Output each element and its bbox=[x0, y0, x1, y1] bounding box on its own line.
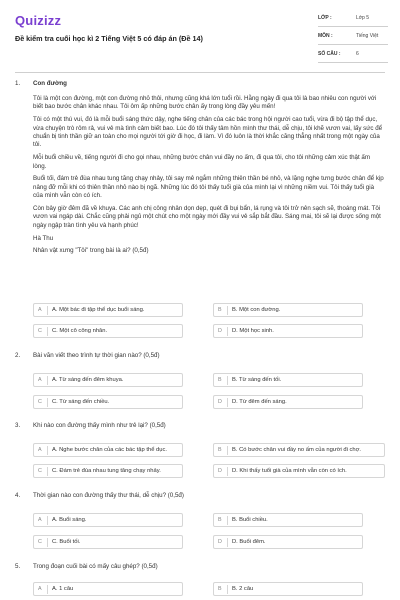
option-text: B. 2 câu bbox=[232, 586, 254, 592]
question-number: 2. bbox=[15, 352, 21, 359]
answer-option[interactable] bbox=[213, 324, 363, 338]
quizizz-logo: Quizizz bbox=[15, 13, 62, 28]
option-letter: D bbox=[218, 467, 228, 476]
question-text: Khi nào con đường thấy mình như trẻ lại? (0,5đ) bbox=[33, 422, 166, 429]
answer-option[interactable] bbox=[33, 395, 183, 409]
option-letter: B bbox=[218, 376, 228, 385]
answer-option[interactable] bbox=[213, 395, 363, 409]
option-text: C. Đám trẻ đùa nhau tung tăng chạy nhảy. bbox=[52, 468, 161, 474]
passage-paragraph: Tôi là một con đường, một con đường nhỏ thôi, nhưng cũng khá lớn tuổi rồi. Hằng ngày đi qua tôi là bao nhiêu con người với biết bao bước chân khác nhau. Tôi ôm ấp những bước chân ấy trong lòng đầy yêu mến! bbox=[33, 95, 377, 111]
question-number: 5. bbox=[15, 563, 21, 570]
answer-option[interactable] bbox=[33, 464, 183, 478]
answer-option[interactable] bbox=[213, 303, 363, 317]
question-number: 3. bbox=[15, 422, 21, 429]
option-text: A. Nghe bước chân của các bác tập thể dục. bbox=[52, 447, 167, 453]
meta-row-count bbox=[318, 49, 388, 63]
option-letter: A bbox=[38, 516, 48, 525]
answer-option[interactable] bbox=[213, 443, 385, 457]
option-text: B. Buổi chiều. bbox=[232, 517, 268, 523]
answer-option[interactable] bbox=[213, 464, 385, 478]
option-text: D. Một học sinh. bbox=[232, 328, 274, 334]
option-letter: D bbox=[218, 327, 228, 336]
option-text: D. Khi thấy tuổi già của mình vẫn còn có ích. bbox=[232, 468, 347, 474]
option-text: B. Một con đường. bbox=[232, 307, 281, 313]
passage-paragraph: Còn bây giờ đêm đã về khuya. Các anh chị công nhân dọn dẹp, quét đi bụi bẩn, lá rụng và tôi trở nên sạch sẽ, thoáng mát. Tôi vươn vai ngáp dài. Chắc cũng phải ngủ một chút cho một ngày mới đầy vui vẻ sắp bắt đầu. Sáng mai, tôi sẽ lại được sống một ngày ngập tràn tình yêu và hạnh phúc! bbox=[33, 205, 381, 229]
option-letter: A bbox=[38, 585, 48, 594]
option-letter: D bbox=[218, 538, 228, 547]
answer-option[interactable] bbox=[33, 324, 183, 338]
reading-passage bbox=[33, 95, 385, 260]
option-text: C. Từ sáng đến chiều. bbox=[52, 399, 110, 405]
page-header bbox=[0, 0, 400, 70]
option-text: C. Một cô công nhân. bbox=[52, 328, 108, 334]
question-number: 4. bbox=[15, 492, 21, 499]
question-text: Thời gian nào con đường thấy thư thái, dễ chịu? (0,5đ) bbox=[33, 492, 184, 499]
option-text: A. Từ sáng đến đêm khuya. bbox=[52, 377, 124, 383]
answer-option[interactable] bbox=[33, 582, 183, 596]
meta-label: LỚP : bbox=[318, 15, 332, 21]
question-text: Nhân vật xưng "Tôi" trong bài là ai? (0,5đ) bbox=[33, 247, 149, 255]
meta-box bbox=[318, 13, 388, 67]
passage-paragraph: Mỗi buổi chiều về, tiếng người đi cho gọi nhau, những bước chân vui đầy no ấm, đi qua tôi, cho tôi những cảm xúc thật ấm lòng. bbox=[33, 154, 371, 170]
option-text: B. Có bước chân vui đầy no ấm của người đi chợ. bbox=[232, 447, 362, 453]
meta-label: MÔN : bbox=[318, 33, 333, 39]
question-text: Trong đoạn cuối bài có mấy câu ghép? (0,5đ) bbox=[33, 563, 158, 570]
option-letter: C bbox=[38, 398, 48, 407]
document-title: Đề kiểm tra cuối học kì 2 Tiếng Việt 5 có đáp án (Đề 14) bbox=[15, 34, 203, 43]
meta-value: 6 bbox=[356, 51, 359, 57]
option-letter: B bbox=[218, 516, 228, 525]
option-letter: A bbox=[38, 376, 48, 385]
answer-option[interactable] bbox=[33, 373, 183, 387]
header-divider bbox=[15, 72, 385, 73]
passage-paragraph: Tôi có một thú vui, đó là mỗi buổi sáng thức dậy, nghe tiếng chân của các bác trong hội người cao tuổi, vừa đi bộ tập thể dục, vừa chuyện trò rôm rả, vui vẻ mà tình cảm biết bao. Lúc đó tôi thấy tâm hồn mình thư thái, dễ chịu, tôi khẽ vươn vai, lấy sức để chuẩn bị tinh thần giữ an toàn cho mọi người tới giờ đi học, đi làm. Vì đó luôn là thời khắc căng thẳng nhất trong một ngày của tôi. bbox=[33, 116, 383, 149]
answer-option[interactable] bbox=[213, 582, 363, 596]
answer-option[interactable] bbox=[33, 513, 183, 527]
option-text: A. Buổi sáng. bbox=[52, 517, 87, 523]
question-number: 1. bbox=[15, 80, 21, 87]
option-letter: B bbox=[218, 446, 228, 455]
option-text: A. 1 câu bbox=[52, 586, 74, 592]
option-text: D. Buổi đêm. bbox=[232, 539, 266, 545]
answer-option[interactable] bbox=[33, 535, 183, 549]
answer-option[interactable] bbox=[33, 303, 183, 317]
meta-value: Lớp 5 bbox=[356, 15, 370, 21]
question-text: Bài văn viết theo trình tự thời gian nào? (0,5đ) bbox=[33, 352, 160, 359]
answer-option[interactable] bbox=[213, 513, 363, 527]
option-letter: C bbox=[38, 538, 48, 547]
option-letter: B bbox=[218, 585, 228, 594]
option-letter: B bbox=[218, 306, 228, 315]
passage-title: Con đường bbox=[33, 80, 67, 87]
option-letter: D bbox=[218, 398, 228, 407]
option-letter: A bbox=[38, 306, 48, 315]
passage-paragraph: Buổi tối, đám trẻ đùa nhau tung tăng chạy nhảy, tôi say mê ngắm những thiên thần bé nhỏ, và lặng nghe tưng bước chân để kịp nâng đỡ mỗi khi có thiên thần nhỏ nào bị ngã. Những lúc đó tôi thấy tuổi già của mình lại vì những niềm vui. Tôi thấy tuổi già của mình vẫn còn có ích. bbox=[33, 175, 384, 200]
answer-option[interactable] bbox=[213, 373, 363, 387]
option-letter: C bbox=[38, 467, 48, 476]
meta-label: SỐ CÂU : bbox=[318, 51, 341, 57]
option-text: A. Một bác đi tập thể dục buổi sáng. bbox=[52, 307, 145, 313]
option-letter: C bbox=[38, 327, 48, 336]
option-letter: A bbox=[38, 446, 48, 455]
option-text: D. Từ đêm đến sáng. bbox=[232, 399, 287, 405]
meta-row-grade bbox=[318, 13, 388, 27]
option-text: C. Buổi tối. bbox=[52, 539, 81, 545]
passage-author: Hà Thu bbox=[33, 234, 54, 242]
answer-option[interactable] bbox=[213, 535, 363, 549]
answer-option[interactable] bbox=[33, 443, 183, 457]
meta-value: Tiếng Việt bbox=[356, 33, 379, 39]
meta-row-subject bbox=[318, 31, 388, 45]
option-text: B. Từ sáng đến tối. bbox=[232, 377, 282, 383]
